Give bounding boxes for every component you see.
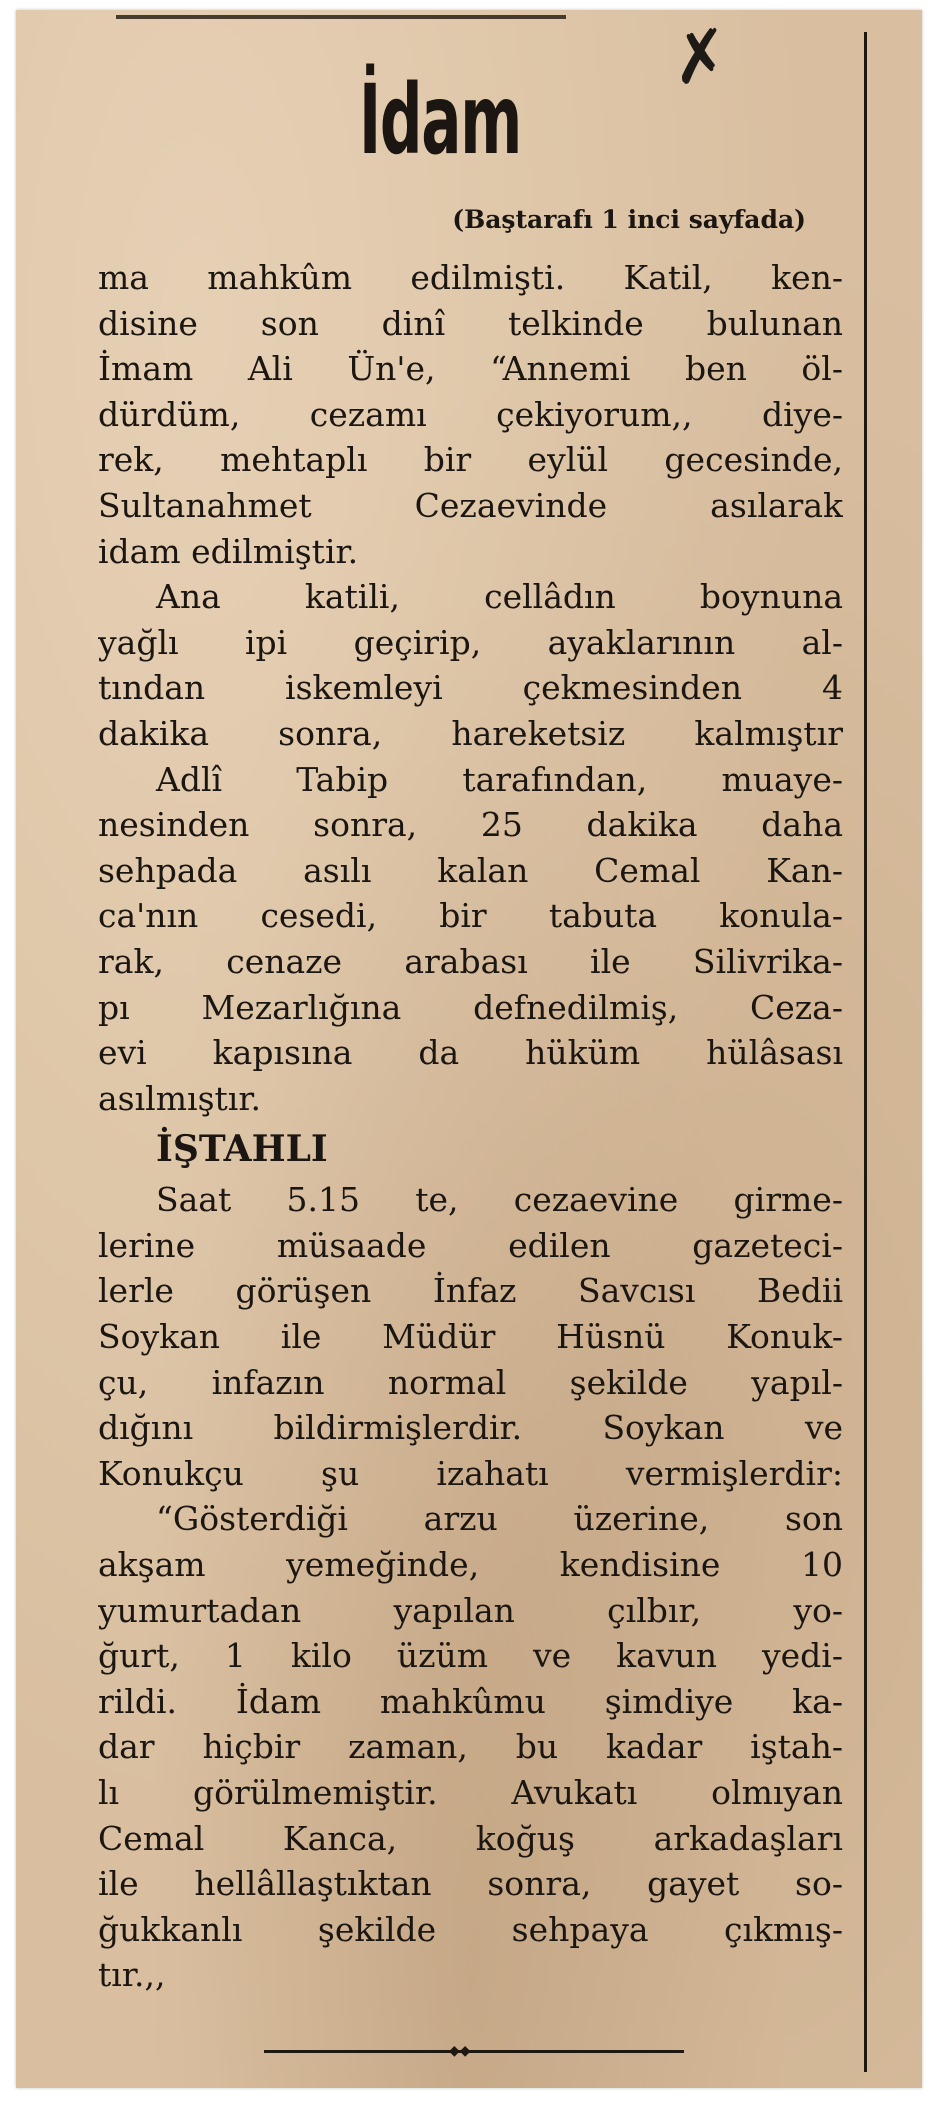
text-line: Ana katili, cellâdın boynuna: [156, 577, 843, 617]
text-line: Konukçu şu izahatı vermişlerdir:: [98, 1453, 843, 1493]
text-line: lerle görüşen İnfaz Savcısı Bedii: [98, 1271, 843, 1311]
text-line: yumurtadan yapılan çılbır, yo-: [98, 1590, 843, 1630]
text-line: sehpada asılı kalan Cemal Kan-: [98, 850, 843, 890]
text-line: dakika sonra, hareketsiz kalmıştır: [98, 713, 843, 753]
text-line: Sultanahmet Cezaevinde asılarak: [98, 485, 843, 525]
subheading: İŞTAHLI: [156, 1128, 328, 1171]
text-line: Adlî Tabip tarafından, muaye-: [156, 759, 843, 799]
text-line: dürdüm, cezamı çekiyorum,, diye-: [98, 394, 843, 434]
text-line: disine son dinî telkinde bulunan: [98, 303, 843, 343]
text-line: idam edilmiştir.: [98, 531, 359, 571]
text-line: yağlı ipi geçirip, ayaklarının al-: [98, 622, 843, 662]
text-line: evi kapısına da hüküm hülâsası: [98, 1033, 843, 1073]
text-line: rildi. İdam mahkûmu şimdiye ka-: [98, 1681, 843, 1721]
text-line: “Gösterdiği arzu üzerine, son: [156, 1499, 843, 1539]
text-line: asılmıştır.: [98, 1078, 261, 1118]
text-line: ğurt, 1 kilo üzüm ve kavun yedi-: [98, 1636, 843, 1676]
text-line: ca'nın cesedi, bir tabuta konula-: [98, 896, 843, 936]
column-rule: [864, 32, 867, 2072]
text-line: Soykan ile Müdür Hüsnü Konuk-: [98, 1317, 843, 1357]
newspaper-clipping: [16, 10, 922, 2088]
text-line: ğukkanlı şekilde sehpaya çıkmış-: [98, 1909, 843, 1949]
text-line: rak, cenaze arabası ile Silivrika-: [98, 941, 843, 981]
text-line: akşam yemeğinde, kendisine 10: [98, 1545, 843, 1585]
text-line: lerine müsaade edilen gazeteci-: [98, 1225, 843, 1265]
text-line: lı görülmemiştir. Avukatı olmıyan: [98, 1773, 843, 1812]
text-line: dığını bildirmişlerdir. Soykan ve: [98, 1408, 843, 1448]
text-line: Saat 5.15 te, cezaevine girme-: [156, 1180, 843, 1220]
top-rule: [116, 15, 566, 19]
bottom-rule: [264, 2043, 684, 2059]
continued-note: (Baştarafı 1 inci sayfada): [452, 205, 806, 234]
text-line: İmam Ali Ün'e, “Annemi ben öl-: [98, 349, 843, 389]
text-line: çu, infazın normal şekilde yapıl-: [98, 1362, 843, 1402]
ornament-icon: ◆◆: [449, 2043, 471, 2059]
article-body: [98, 255, 843, 1998]
text-line: Cemal Kanca, koğuş arkadaşları: [98, 1818, 843, 1858]
text-line: tından iskemleyi çekmesinden 4: [98, 668, 843, 708]
text-line: nesinden sonra, 25 dakika daha: [98, 805, 843, 845]
text-line: dar hiçbir zaman, bu kadar iştah-: [98, 1727, 843, 1767]
pencil-mark: ✗: [665, 12, 736, 102]
text-line: tır.,,: [98, 1955, 166, 1995]
text-line: ile hellâllaştıktan sonra, gayet so-: [98, 1864, 843, 1904]
text-line: rek, mehtaplı bir eylül gecesinde,: [98, 440, 843, 480]
text-line: pı Mezarlığına defnedilmiş, Ceza-: [98, 987, 843, 1027]
headline: İdam: [359, 64, 521, 176]
text-line: ma mahkûm edilmişti. Katil, ken-: [98, 258, 843, 297]
